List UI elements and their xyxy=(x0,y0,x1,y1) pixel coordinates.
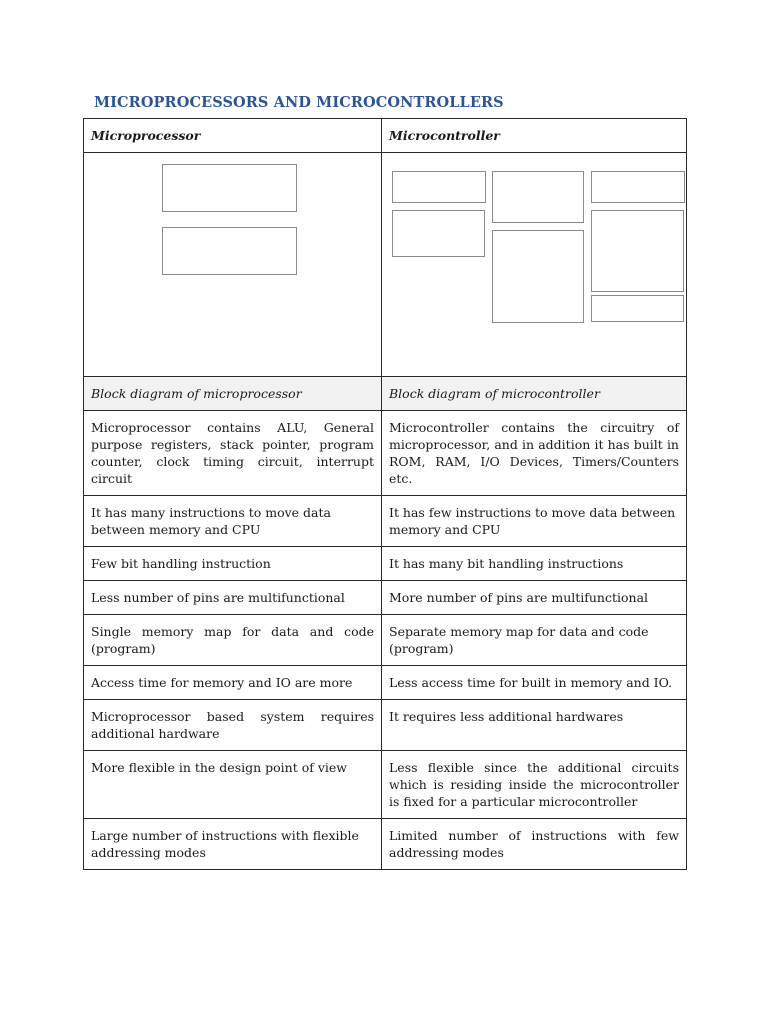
microprocessor-cell: Large number of instructions with flexible addressing modes xyxy=(84,819,382,870)
microprocessor-cell: Few bit handling instruction xyxy=(84,547,382,581)
microprocessor-cell: Single memory map for data and code (program) xyxy=(84,615,382,666)
page-title: MICROPROCESSORS AND MICROCONTROLLERS xyxy=(94,94,504,111)
diagram-block xyxy=(591,295,684,322)
table-row xyxy=(84,615,687,666)
header-microcontroller: Microcontroller xyxy=(382,119,687,153)
microcontroller-cell: It has few instructions to move data between memory and CPU xyxy=(382,496,687,547)
table-row xyxy=(84,411,687,496)
diagram-block xyxy=(492,171,584,223)
diagram-row xyxy=(84,153,687,377)
diagram-block xyxy=(162,164,297,212)
microcontroller-cell: Limited number of instructions with few addressing modes xyxy=(382,819,687,870)
microprocessor-cell: Microprocessor contains ALU, General purpose registers, stack pointer, program counter, clock timing circuit, interrupt circuit xyxy=(84,411,382,496)
table-row xyxy=(84,751,687,819)
microprocessor-cell: Less number of pins are multifunctional xyxy=(84,581,382,615)
microprocessor-cell: Microprocessor based system requires additional hardware xyxy=(84,700,382,751)
table-row xyxy=(84,700,687,751)
microprocessor-cell: It has many instructions to move data between memory and CPU xyxy=(84,496,382,547)
table-row xyxy=(84,581,687,615)
diagram-block xyxy=(591,210,684,292)
table-row xyxy=(84,819,687,870)
microprocessor-cell: More flexible in the design point of view xyxy=(84,751,382,819)
microcontroller-cell: It has many bit handling instructions xyxy=(382,547,687,581)
microcontroller-cell: Less access time for built in memory and IO. xyxy=(382,666,687,700)
table-header-row xyxy=(84,119,687,153)
microprocessor-diagram-caption: Block diagram of microprocessor xyxy=(84,377,382,411)
microcontroller-block-diagram xyxy=(382,153,687,377)
diagram-block xyxy=(591,171,685,203)
microcontroller-cell: Separate memory map for data and code (program) xyxy=(382,615,687,666)
microcontroller-cell: More number of pins are multifunctional xyxy=(382,581,687,615)
comparison-table xyxy=(83,118,687,870)
microprocessor-block-diagram xyxy=(84,153,382,377)
table-row xyxy=(84,547,687,581)
microprocessor-cell: Access time for memory and IO are more xyxy=(84,666,382,700)
microcontroller-cell: It requires less additional hardwares xyxy=(382,700,687,751)
diagram-block xyxy=(392,210,485,257)
microcontroller-cell: Microcontroller contains the circuitry of microprocessor, and in addition it has built in ROM, RAM, I/O Devices, Timers/Counters etc. xyxy=(382,411,687,496)
caption-row xyxy=(84,377,687,411)
diagram-block xyxy=(492,230,584,323)
microcontroller-cell: Less flexible since the additional circuits which is residing inside the microcontroller is fixed for a particular microcontroller xyxy=(382,751,687,819)
microcontroller-diagram-caption: Block diagram of microcontroller xyxy=(382,377,687,411)
diagram-block xyxy=(162,227,297,275)
diagram-block xyxy=(392,171,486,203)
table-row xyxy=(84,666,687,700)
header-microprocessor: Microprocessor xyxy=(84,119,382,153)
table-row xyxy=(84,496,687,547)
